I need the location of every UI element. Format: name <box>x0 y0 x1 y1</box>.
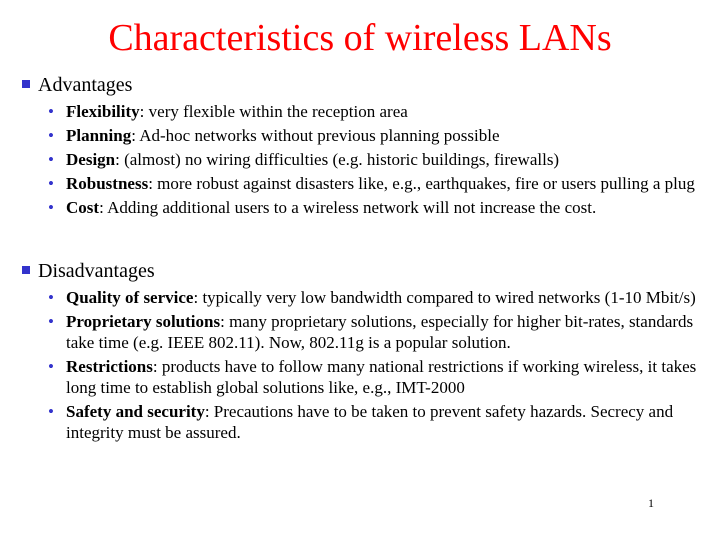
list-item <box>22 101 706 122</box>
list-item <box>22 149 706 170</box>
item-term: Proprietary solutions <box>66 312 221 331</box>
section-disadvantages <box>22 259 706 446</box>
item-text: : (almost) no wiring difficulties (e.g. historic buildings, firewalls) <box>115 150 560 169</box>
section-heading: Advantages <box>38 74 133 96</box>
item-term: Design <box>66 150 116 169</box>
dot-bullet-icon: • <box>48 102 54 121</box>
dot-bullet-icon: • <box>48 357 54 376</box>
dot-bullet-icon: • <box>48 312 54 331</box>
advantages-list <box>22 101 706 218</box>
slide-title: Characteristics of wireless LANs <box>108 17 612 59</box>
item-term: Flexibility <box>66 102 140 121</box>
item-term: Safety and security <box>66 402 205 421</box>
dot-bullet-icon: • <box>48 402 54 421</box>
item-text: : more robust against disasters like, e.g., earthquakes, fire or users pulling a plug <box>148 174 695 193</box>
square-bullet-icon <box>22 80 30 88</box>
item-text: : Ad-hoc networks without previous planning possible <box>131 126 500 145</box>
item-text: : Adding additional users to a wireless network will not increase the cost. <box>99 198 597 217</box>
item-term: Planning <box>66 126 132 145</box>
item-text: : very flexible within the reception area <box>139 102 408 121</box>
item-term: Robustness <box>66 174 149 193</box>
item-term: Quality of service <box>66 288 194 307</box>
item-text: : typically very low bandwidth compared to wired networks (1-10 Mbit/s) <box>193 288 696 307</box>
dot-bullet-icon: • <box>48 198 54 217</box>
dot-bullet-icon: • <box>48 288 54 307</box>
list-item <box>22 197 706 218</box>
list-item <box>22 401 706 443</box>
item-text: : products have to follow many national restrictions if working wireless, it takes long time to establish global solutions like, e.g., IMT-2000 <box>66 357 697 397</box>
item-term: Restrictions <box>66 357 153 376</box>
dot-bullet-icon: • <box>48 126 54 145</box>
item-text: : Precautions have to be taken to prevent safety hazards. Secrecy and integrity must be assured. <box>66 402 674 442</box>
section-advantages <box>22 73 706 221</box>
section-heading: Disadvantages <box>38 260 155 282</box>
square-bullet-icon <box>22 266 30 274</box>
item-text: : many proprietary solutions, especially for higher bit-rates, standards take time (e.g. IEEE 802.11). Now, 802.11g is a popular solution. <box>66 312 694 352</box>
dot-bullet-icon: • <box>48 150 54 169</box>
list-item <box>22 356 706 398</box>
disadvantages-list <box>22 287 706 443</box>
list-item <box>22 311 706 353</box>
list-item <box>22 125 706 146</box>
dot-bullet-icon: • <box>48 174 54 193</box>
list-item <box>22 287 706 308</box>
list-item <box>22 173 706 194</box>
page-number: 1 <box>648 496 654 510</box>
item-term: Cost <box>66 198 100 217</box>
